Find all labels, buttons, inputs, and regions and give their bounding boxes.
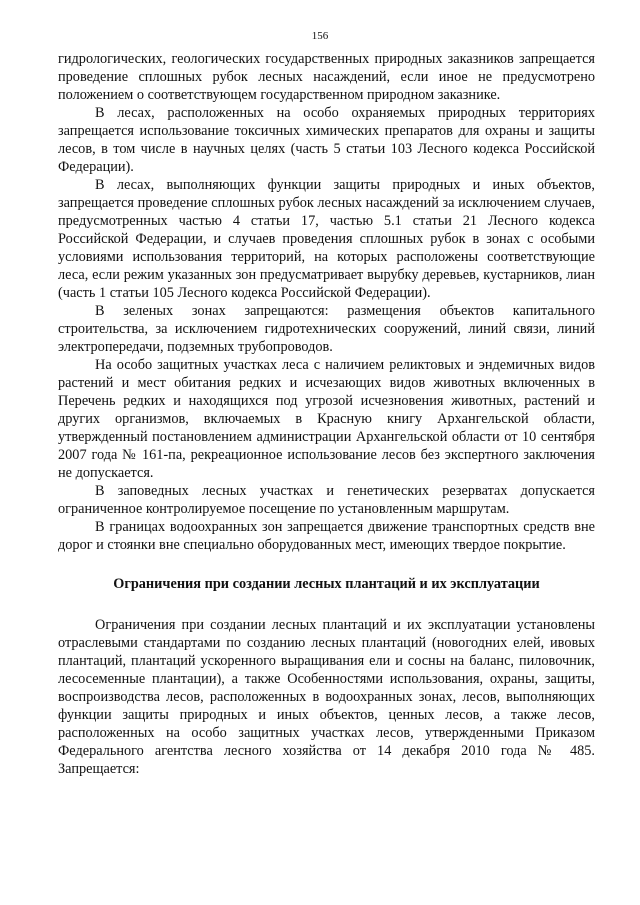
paragraph: В лесах, выполняющих функции защиты природных и иных объектов, запрещается проведение сплошных рубок лесных насаждений за исключением случаев, предусмотренных частью 4 статьи 17, частью 5.1 статьи 21 Лесного кодекса Российской Федерации, и случаев проведения сплошных рубок в зонах с особыми условиями использования территорий, на которых расположены соответствующие леса, если режим указанных зон предусматривает вырубку деревьев, кустарников, лиан (часть 1 статьи 105 Лесного кодекса Российской Федерации). [58, 177, 595, 301]
document-body [58, 50, 595, 778]
paragraphs-after-heading [58, 616, 595, 778]
section-heading: Ограничения при создании лесных плантаций и их эксплуатации [113, 576, 540, 592]
paragraph: На особо защитных участках леса с наличием реликтовых и эндемичных видов растений и мест обитания редких и исчезающих видов животных включенных в Перечень редких и находящихся под угрозой исчезновения животных, растений и других организмов, включаемых в Красную книгу Архангельской области, утвержденный постановлением администрации Архангельской области от 10 сентября 2007 года № 161-па, рекреационное использование лесов без экспертного заключения не допускается. [58, 357, 595, 481]
paragraph: В заповедных лесных участках и генетических резерватах допускается ограниченное контролируемое посещение по установленным маршрутам. [58, 483, 595, 517]
paragraphs-before-heading [58, 50, 595, 554]
page-number: 156 [311, 30, 329, 42]
paragraph: Ограничения при создании лесных плантаций и их эксплуатации установлены отраслевыми стандартами по созданию лесных плантаций (новогодних елей, ивовых плантаций, плантаций ускоренного выращивания ели и сосны на баланс, пиловочник, лесосеменные плантации), а также Особенностями использования, охраны, защиты, воспроизводства лесов, расположенных в водоохранных зонах, лесов, выполняющих функции защиты природных и иных объектов, ценных лесов, а также лесов, расположенных на особо защитных участках лесов, утвержденными Приказом Федерального агентства лесного хозяйства от 14 декабря 2010 года № 485. Запрещается: [58, 617, 595, 777]
paragraph: В лесах, расположенных на особо охраняемых природных территориях запрещается использование токсичных химических препаратов для охраны и защиты лесов, в том числе в научных целях (часть 5 статьи 103 Лесного кодекса Российской Федерации). [58, 105, 595, 175]
paragraph: В зеленых зонах запрещаются: размещения объектов капитального строительства, за исключением гидротехнических сооружений, линий связи, линий электропередачи, подземных трубопроводов. [58, 303, 595, 355]
paragraph: гидрологических, геологических государственных природных заказников запрещается проведение сплошных рубок лесных насаждений, если иное не предусмотрено положением о соответствующем государственном природном заказнике. [58, 51, 595, 103]
paragraph: В границах водоохранных зон запрещается движение транспортных средств вне дорог и стоянки вне специально оборудованных мест, имеющих твердое покрытие. [58, 519, 595, 553]
